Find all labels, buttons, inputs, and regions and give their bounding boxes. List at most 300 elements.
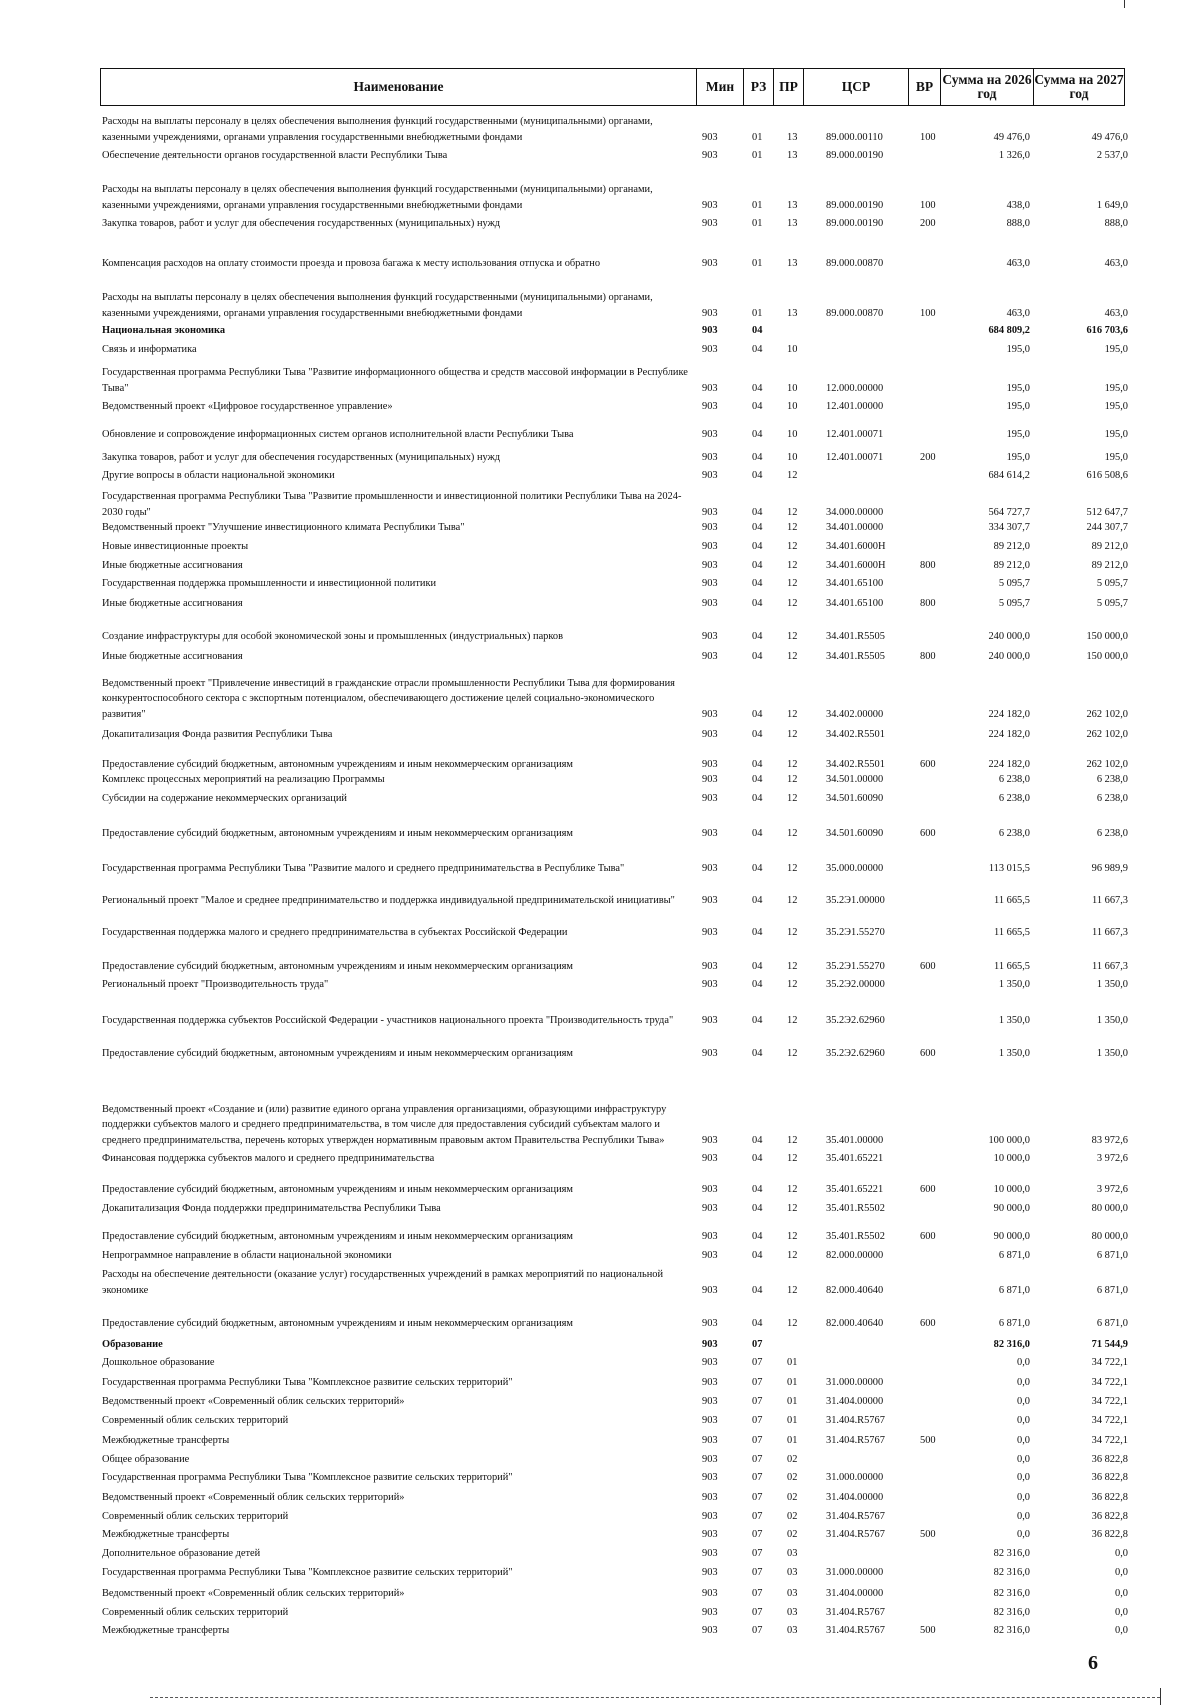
table-row	[0, 1587, 1200, 1601]
row-rz: 04	[752, 758, 763, 770]
table-row	[0, 1434, 1200, 1448]
row-name: Докапитализация Фонда поддержки предпринимательства Республики Тыва	[102, 1202, 441, 1214]
row-sum-2027: 195,0	[1104, 428, 1128, 440]
row-min: 903	[702, 1249, 718, 1261]
row-pr: 13	[787, 217, 798, 229]
row-name: Создание инфраструктуры для особой экономической зоны и промышленных (индустриальных) парков	[102, 630, 564, 642]
row-name: Докапитализация Фонда развития Республики Тыва	[102, 728, 333, 740]
row-sum-2027: 3 972,6	[1096, 1183, 1128, 1195]
row-rz: 01	[752, 217, 763, 229]
row-name: Государственная поддержка промышленности и инвестиционной политики	[102, 577, 437, 589]
row-csr: 34.401.65100	[826, 597, 884, 609]
row-name: Обновление и сопровождение информационных систем органов исполнительной власти Республики Тыва	[102, 428, 574, 440]
row-name: Иные бюджетные ассигнования	[102, 559, 243, 571]
table-row	[0, 428, 1200, 442]
table-row	[0, 1547, 1200, 1561]
row-pr: 03	[787, 1547, 798, 1559]
row-sum-2027: 34 722,1	[1091, 1434, 1128, 1446]
row-sum-2026: 0,0	[1017, 1376, 1030, 1388]
row-name: Другие вопросы в области национальной экономики	[102, 469, 335, 481]
row-min: 903	[702, 1317, 718, 1329]
row-sum-2027: 6 871,0	[1096, 1249, 1128, 1261]
row-rz: 07	[752, 1624, 763, 1636]
row-sum-2026: 240 000,0	[988, 650, 1030, 662]
row-pr: 03	[787, 1566, 798, 1578]
row-sum-2027: 80 000,0	[1091, 1230, 1128, 1242]
table-row	[0, 1183, 1200, 1197]
row-csr: 34.401.R5505	[826, 650, 885, 662]
row-sum-2026: 0,0	[1017, 1434, 1030, 1446]
row-min: 903	[702, 1395, 718, 1407]
row-sum-2026: 463,0	[1006, 257, 1030, 269]
row-min: 903	[702, 1547, 718, 1559]
row-sum-2027: 463,0	[1104, 307, 1128, 319]
row-min: 903	[702, 199, 718, 211]
row-min: 903	[702, 451, 718, 463]
table-row	[0, 577, 1200, 591]
row-name: Ведомственный проект "Привлечение инвестиций в гражданские отрасли промышленности Республики Тыва для формирования конкурентоспособного сектора с экспортным потенциалом, обеспечивающего достижение целей социально-экономического развития"	[102, 677, 675, 720]
row-pr: 12	[787, 577, 798, 589]
row-min: 903	[702, 630, 718, 642]
row-vr: 100	[920, 307, 936, 319]
row-name: Предоставление субсидий бюджетным, автономным учреждениям и иным некоммерческим организациям	[102, 1317, 573, 1329]
row-min: 903	[702, 1491, 718, 1503]
row-vr: 500	[920, 1528, 936, 1540]
row-sum-2026: 0,0	[1017, 1356, 1030, 1368]
row-pr: 12	[787, 708, 798, 720]
row-name: Предоставление субсидий бюджетным, автономным учреждениям и иным некоммерческим организациям	[102, 827, 573, 839]
row-name: Компенсация расходов на оплату стоимости проезда и провоза багажа к месту использования отпуска и обратно	[102, 257, 601, 269]
row-pr: 01	[787, 1356, 798, 1368]
table-row	[0, 324, 1200, 338]
footer-line	[150, 1697, 1160, 1698]
row-sum-2026: 89 212,0	[993, 540, 1030, 552]
table-row	[0, 1376, 1200, 1390]
row-min: 903	[702, 1284, 718, 1296]
row-name: Субсидии на содержание некоммерческих организаций	[102, 792, 347, 804]
row-name: Закупка товаров, работ и услуг для обеспечения государственных (муниципальных) нужд	[102, 451, 501, 463]
row-pr: 13	[787, 149, 798, 161]
row-vr: 500	[920, 1434, 936, 1446]
row-pr: 12	[787, 758, 798, 770]
row-rz: 04	[752, 597, 763, 609]
row-rz: 07	[752, 1566, 763, 1578]
row-csr: 34.401.R5505	[826, 630, 885, 642]
row-csr: 89.000.00190	[826, 217, 884, 229]
row-name: Ведомственный проект «Создание и (или) развитие единого органа управления организациями, образующими инфраструктуру поддержки субъектов малого и среднего предпринимательства, в том числе для предоставления субсидий субъектам малого и среднего предпринимательства, перечень которых утвержден нормативным правовым актом Правительства Республики Тыва»	[102, 1103, 667, 1146]
row-csr: 35.401.65221	[826, 1183, 884, 1195]
row-min: 903	[702, 862, 718, 874]
row-csr: 34.501.60090	[826, 827, 884, 839]
table-row	[0, 1014, 1200, 1028]
row-csr: 34.402.00000	[826, 708, 884, 720]
row-min: 903	[702, 1152, 718, 1164]
row-pr: 12	[787, 926, 798, 938]
row-min: 903	[702, 978, 718, 990]
row-name: Государственная поддержка малого и среднего предпринимательства в субъектах Российской Федерации	[102, 926, 568, 938]
row-sum-2026: 888,0	[1006, 217, 1030, 229]
row-min: 903	[702, 1434, 718, 1446]
row-rz: 04	[752, 521, 763, 533]
row-csr: 34.401.6000H	[826, 540, 886, 552]
row-csr: 82.000.00000	[826, 1249, 884, 1261]
row-min: 903	[702, 827, 718, 839]
row-sum-2027: 1 649,0	[1096, 199, 1128, 211]
row-csr: 34.401.00000	[826, 521, 884, 533]
row-sum-2027: 36 822,8	[1091, 1453, 1128, 1465]
row-sum-2027: 195,0	[1104, 400, 1128, 412]
row-sum-2027: 49 476,0	[1091, 131, 1128, 143]
row-name: Дополнительное образование детей	[102, 1547, 261, 1559]
row-sum-2026: 195,0	[1006, 343, 1030, 355]
row-name: Государственная программа Республики Тыва "Развитие малого и среднего предпринимательства в Республике Тыва"	[102, 862, 625, 874]
row-sum-2027: 36 822,8	[1091, 1510, 1128, 1522]
row-pr: 01	[787, 1395, 798, 1407]
row-rz: 01	[752, 149, 763, 161]
row-rz: 07	[752, 1414, 763, 1426]
row-sum-2027: 150 000,0	[1086, 650, 1128, 662]
row-rz: 04	[752, 382, 763, 394]
table-row	[0, 1510, 1200, 1524]
row-name: Ведомственный проект «Современный облик сельских территорий»	[102, 1395, 405, 1407]
row-name: Непрограммное направление в области национальной экономики	[102, 1249, 392, 1261]
row-min: 903	[702, 577, 718, 589]
row-min: 903	[702, 1606, 718, 1618]
page-number: 6	[1088, 1652, 1098, 1674]
row-name: Региональный проект "Производительность труда"	[102, 978, 329, 990]
row-rz: 07	[752, 1587, 763, 1599]
row-csr: 31.404.R5767	[826, 1434, 885, 1446]
row-pr: 12	[787, 1202, 798, 1214]
row-pr: 12	[787, 1183, 798, 1195]
row-pr: 12	[787, 469, 798, 481]
row-csr: 89.000.00190	[826, 199, 884, 211]
row-vr: 600	[920, 1317, 936, 1329]
row-name: Образование	[102, 1338, 163, 1350]
row-min: 903	[702, 1183, 718, 1195]
row-name: Государственная программа Республики Тыва "Развитие промышленности и инвестиционной политики Республики Тыва на 2024-2030 годы"	[102, 491, 682, 518]
row-vr: 800	[920, 559, 936, 571]
row-rz: 07	[752, 1510, 763, 1522]
row-sum-2027: 6 871,0	[1096, 1284, 1128, 1296]
row-min: 903	[702, 926, 718, 938]
row-sum-2027: 616 703,6	[1086, 324, 1128, 336]
row-pr: 12	[787, 1047, 798, 1059]
row-sum-2027: 36 822,8	[1091, 1528, 1128, 1540]
header-sum-2026: Сумма на 2026 год	[940, 69, 1033, 105]
table-row	[0, 1103, 1200, 1148]
row-sum-2026: 463,0	[1006, 307, 1030, 319]
row-rz: 04	[752, 773, 763, 785]
table-row	[0, 677, 1200, 722]
row-name: Межбюджетные трансферты	[102, 1434, 230, 1446]
row-min: 903	[702, 1587, 718, 1599]
row-min: 903	[702, 1356, 718, 1368]
row-rz: 01	[752, 199, 763, 211]
table-row	[0, 1047, 1200, 1061]
row-vr: 600	[920, 1047, 936, 1059]
table-row	[0, 1317, 1200, 1331]
row-min: 903	[702, 469, 718, 481]
row-csr: 34.401.65100	[826, 577, 884, 589]
table-row	[0, 1491, 1200, 1505]
row-name: Государственная программа Республики Тыва "Развитие информационного общества и средств массовой информации в Республике Тыва"	[102, 367, 688, 394]
table-row	[0, 559, 1200, 573]
row-min: 903	[702, 650, 718, 662]
row-sum-2026: 10 000,0	[993, 1152, 1030, 1164]
row-sum-2026: 684 614,2	[988, 469, 1030, 481]
row-name: Связь и информатика	[102, 343, 197, 355]
row-min: 903	[702, 728, 718, 740]
row-sum-2027: 11 667,3	[1092, 960, 1128, 972]
row-sum-2027: 0,0	[1115, 1547, 1128, 1559]
row-csr: 35.2Э1.00000	[826, 894, 885, 906]
row-pr: 12	[787, 773, 798, 785]
row-csr: 35.2Э2.62960	[826, 1014, 885, 1026]
row-name: Современный облик сельских территорий	[102, 1606, 289, 1618]
row-min: 903	[702, 149, 718, 161]
row-sum-2027: 262 102,0	[1086, 708, 1128, 720]
row-pr: 12	[787, 630, 798, 642]
row-csr: 31.404.00000	[826, 1491, 884, 1503]
row-rz: 04	[752, 792, 763, 804]
row-name: Иные бюджетные ассигнования	[102, 597, 243, 609]
row-sum-2026: 1 350,0	[998, 1014, 1030, 1026]
row-min: 903	[702, 1471, 718, 1483]
table-row	[0, 827, 1200, 841]
row-csr: 89.000.00870	[826, 307, 884, 319]
row-rz: 04	[752, 1284, 763, 1296]
row-pr: 12	[787, 960, 798, 972]
row-pr: 12	[787, 827, 798, 839]
row-sum-2027: 2 537,0	[1096, 149, 1128, 161]
row-min: 903	[702, 1134, 718, 1146]
row-sum-2027: 11 667,3	[1092, 894, 1128, 906]
row-sum-2026: 0,0	[1017, 1510, 1030, 1522]
row-rz: 07	[752, 1395, 763, 1407]
row-sum-2027: 1 350,0	[1096, 1047, 1128, 1059]
row-csr: 31.404.00000	[826, 1395, 884, 1407]
row-pr: 12	[787, 1230, 798, 1242]
row-min: 903	[702, 1376, 718, 1388]
row-pr: 12	[787, 597, 798, 609]
table-row	[0, 1230, 1200, 1244]
row-sum-2027: 150 000,0	[1086, 630, 1128, 642]
table-row	[0, 1453, 1200, 1467]
row-sum-2027: 0,0	[1115, 1624, 1128, 1636]
header-rz: РЗ	[743, 69, 773, 105]
table-row	[0, 343, 1200, 357]
row-pr: 12	[787, 506, 798, 518]
row-rz: 07	[752, 1453, 763, 1465]
row-csr: 35.2Э1.55270	[826, 960, 885, 972]
row-min: 903	[702, 343, 718, 355]
row-rz: 04	[752, 894, 763, 906]
row-name: Финансовая поддержка субъектов малого и среднего предпринимательства	[102, 1152, 435, 1164]
row-sum-2027: 89 212,0	[1091, 540, 1128, 552]
row-vr: 800	[920, 597, 936, 609]
row-csr: 35.000.00000	[826, 862, 884, 874]
row-rz: 04	[752, 506, 763, 518]
row-rz: 04	[752, 978, 763, 990]
table-row	[0, 862, 1200, 876]
row-rz: 04	[752, 324, 763, 336]
row-pr: 12	[787, 728, 798, 740]
row-csr: 31.404.R5767	[826, 1624, 885, 1636]
row-sum-2026: 82 316,0	[993, 1606, 1030, 1618]
table-row	[0, 257, 1200, 271]
row-csr: 89.000.00190	[826, 149, 884, 161]
table-row	[0, 116, 1200, 145]
row-csr: 34.402.R5501	[826, 758, 885, 770]
row-min: 903	[702, 792, 718, 804]
row-sum-2026: 11 665,5	[994, 926, 1030, 938]
row-name: Предоставление субсидий бюджетным, автономным учреждениям и иным некоммерческим организациям	[102, 1183, 573, 1195]
row-sum-2026: 334 307,7	[988, 521, 1030, 533]
row-sum-2027: 11 667,3	[1092, 926, 1128, 938]
table-row	[0, 1528, 1200, 1542]
row-min: 903	[702, 773, 718, 785]
row-pr: 12	[787, 1317, 798, 1329]
row-sum-2026: 113 015,5	[988, 862, 1030, 874]
row-csr: 82.000.40640	[826, 1284, 884, 1296]
row-min: 903	[702, 1566, 718, 1578]
row-rz: 07	[752, 1356, 763, 1368]
row-sum-2026: 0,0	[1017, 1414, 1030, 1426]
row-rz: 04	[752, 1014, 763, 1026]
row-name: Предоставление субсидий бюджетным, автономным учреждениям и иным некоммерческим организациям	[102, 960, 573, 972]
row-rz: 07	[752, 1528, 763, 1540]
row-rz: 04	[752, 540, 763, 552]
row-sum-2027: 5 095,7	[1096, 597, 1128, 609]
table-row	[0, 792, 1200, 806]
row-rz: 07	[752, 1606, 763, 1618]
table-row	[0, 1356, 1200, 1370]
row-sum-2027: 34 722,1	[1091, 1395, 1128, 1407]
row-pr: 10	[787, 343, 798, 355]
row-sum-2027: 80 000,0	[1091, 1202, 1128, 1214]
row-pr: 12	[787, 540, 798, 552]
row-sum-2027: 36 822,8	[1091, 1471, 1128, 1483]
row-rz: 07	[752, 1376, 763, 1388]
row-name: Государственная программа Республики Тыва "Комплексное развитие сельских территорий"	[102, 1471, 513, 1483]
row-pr: 02	[787, 1510, 798, 1522]
row-vr: 600	[920, 960, 936, 972]
row-sum-2026: 100 000,0	[988, 1134, 1030, 1146]
row-name: Закупка товаров, работ и услуг для обеспечения государственных (муниципальных) нужд	[102, 217, 501, 229]
row-rz: 04	[752, 343, 763, 355]
row-sum-2026: 11 665,5	[994, 894, 1030, 906]
row-name: Межбюджетные трансферты	[102, 1624, 230, 1636]
row-rz: 01	[752, 307, 763, 319]
row-rz: 04	[752, 469, 763, 481]
header-name: Наименование	[353, 78, 444, 94]
row-sum-2027: 6 238,0	[1096, 792, 1128, 804]
row-rz: 04	[752, 728, 763, 740]
row-sum-2026: 195,0	[1006, 382, 1030, 394]
row-name: Региональный проект "Малое и среднее предпринимательство и поддержка индивидуальной предпринимательской инициативы"	[102, 894, 675, 906]
row-min: 903	[702, 506, 718, 518]
row-pr: 03	[787, 1587, 798, 1599]
row-csr: 31.404.R5767	[826, 1414, 885, 1426]
row-csr: 35.401.R5502	[826, 1230, 885, 1242]
row-sum-2026: 6 238,0	[998, 773, 1030, 785]
row-name: Иные бюджетные ассигнования	[102, 650, 243, 662]
row-sum-2027: 34 722,1	[1091, 1376, 1128, 1388]
row-name: Ведомственный проект "Улучшение инвестиционного климата Республики Тыва"	[102, 521, 465, 533]
row-name: Современный облик сельских территорий	[102, 1414, 289, 1426]
row-name: Национальная экономика	[102, 324, 226, 336]
row-pr: 02	[787, 1453, 798, 1465]
header-min: Мин	[696, 69, 743, 105]
row-sum-2026: 82 316,0	[993, 1547, 1030, 1559]
row-rz: 04	[752, 650, 763, 662]
row-sum-2026: 1 350,0	[998, 1047, 1030, 1059]
row-sum-2026: 6 871,0	[998, 1249, 1030, 1261]
row-csr: 31.404.R5767	[826, 1528, 885, 1540]
row-pr: 13	[787, 307, 798, 319]
row-rz: 07	[752, 1338, 763, 1350]
table-header	[100, 68, 1125, 106]
row-vr: 600	[920, 1183, 936, 1195]
table-row	[0, 926, 1200, 940]
row-min: 903	[702, 1014, 718, 1026]
table-row	[0, 630, 1200, 644]
table-row	[0, 149, 1200, 163]
row-sum-2027: 888,0	[1104, 217, 1128, 229]
row-pr: 12	[787, 1014, 798, 1026]
row-sum-2027: 195,0	[1104, 382, 1128, 394]
row-rz: 04	[752, 1202, 763, 1214]
row-rz: 04	[752, 1183, 763, 1195]
row-name: Современный облик сельских территорий	[102, 1510, 289, 1522]
row-pr: 10	[787, 428, 798, 440]
row-name: Обеспечение деятельности органов государственной власти Республики Тыва	[102, 149, 448, 161]
row-pr: 10	[787, 400, 798, 412]
row-csr: 12.000.00000	[826, 382, 884, 394]
row-sum-2027: 1 350,0	[1096, 1014, 1128, 1026]
row-pr: 12	[787, 792, 798, 804]
row-rz: 04	[752, 451, 763, 463]
row-sum-2026: 564 727,7	[988, 506, 1030, 518]
row-sum-2026: 6 871,0	[998, 1284, 1030, 1296]
table-row	[0, 1606, 1200, 1620]
row-sum-2027: 0,0	[1115, 1606, 1128, 1618]
row-vr: 600	[920, 758, 936, 770]
table-row	[0, 1269, 1200, 1298]
row-sum-2027: 6 238,0	[1096, 773, 1128, 785]
table-row	[0, 978, 1200, 992]
row-min: 903	[702, 1453, 718, 1465]
row-rz: 04	[752, 1047, 763, 1059]
row-rz: 04	[752, 559, 763, 571]
row-csr: 35.401.R5502	[826, 1202, 885, 1214]
row-rz: 07	[752, 1471, 763, 1483]
top-edge-mark	[1124, 0, 1125, 8]
row-sum-2026: 1 350,0	[998, 978, 1030, 990]
row-min: 903	[702, 428, 718, 440]
row-sum-2027: 195,0	[1104, 451, 1128, 463]
row-pr: 13	[787, 131, 798, 143]
row-pr: 13	[787, 199, 798, 211]
row-min: 903	[702, 1528, 718, 1540]
row-sum-2027: 96 989,9	[1091, 862, 1128, 874]
row-sum-2026: 0,0	[1017, 1395, 1030, 1407]
row-rz: 04	[752, 428, 763, 440]
row-pr: 12	[787, 650, 798, 662]
table-row	[0, 1249, 1200, 1263]
row-sum-2026: 240 000,0	[988, 630, 1030, 642]
